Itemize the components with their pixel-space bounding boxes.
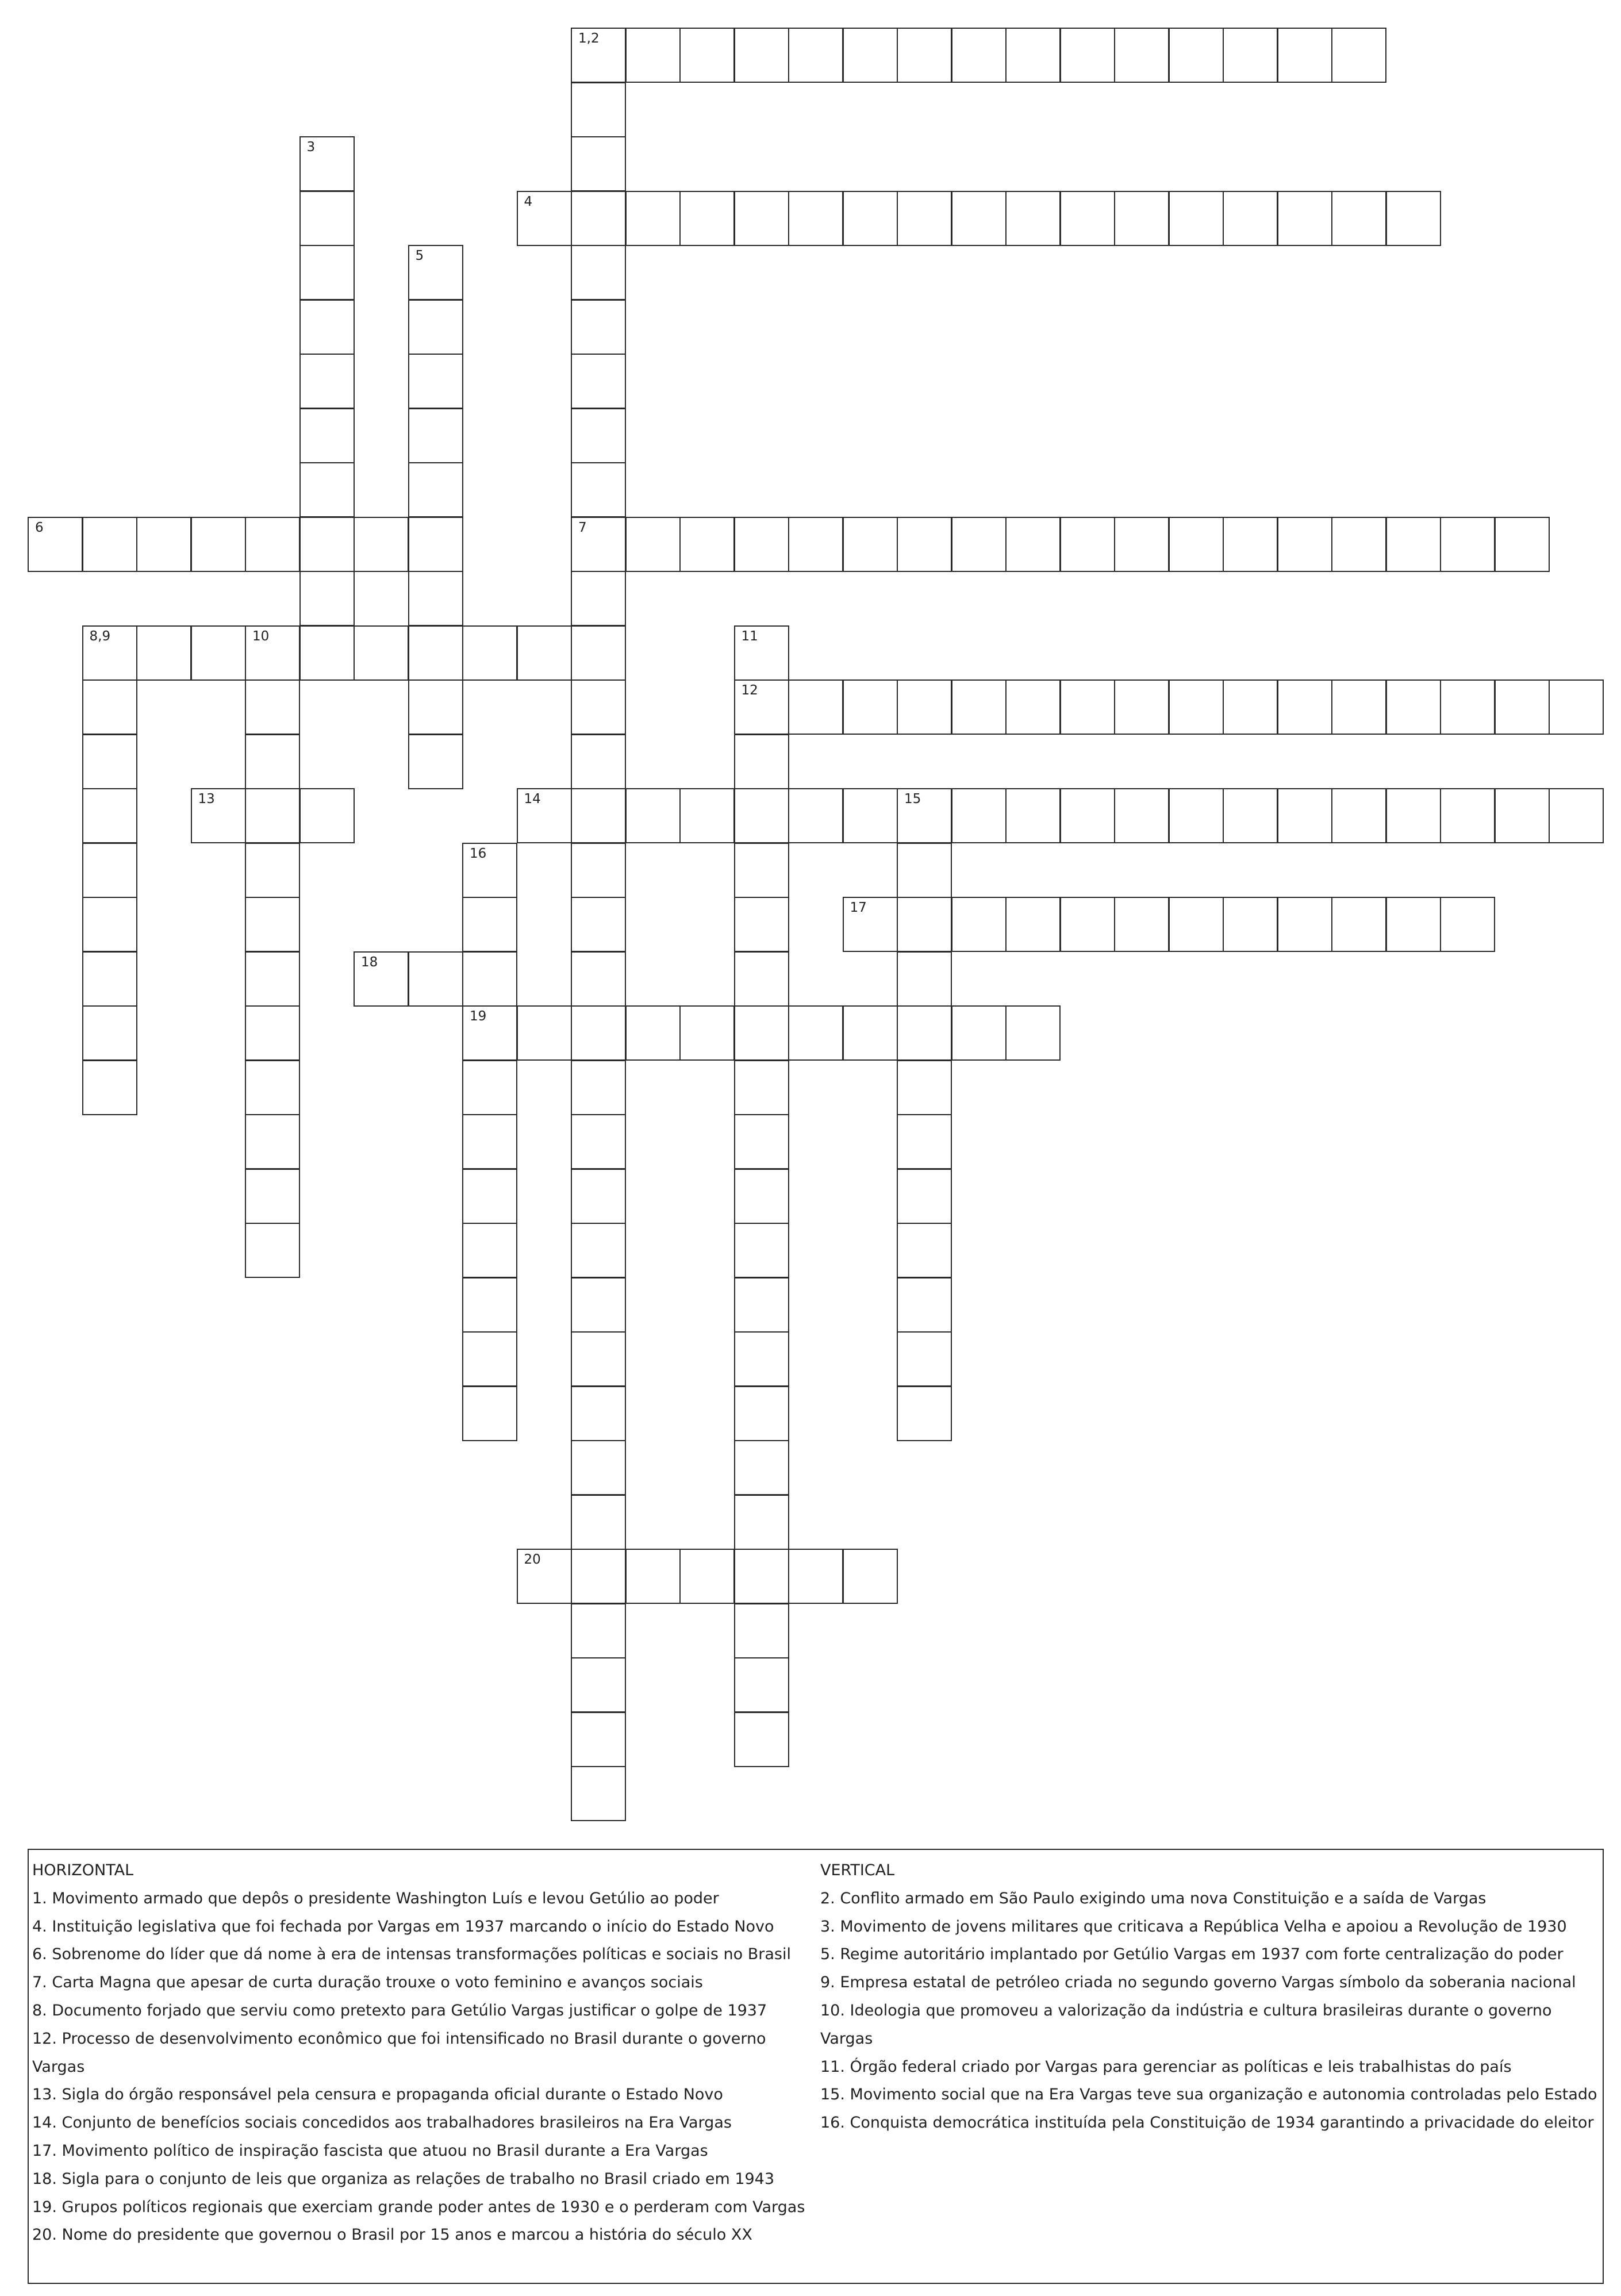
crossword-cell[interactable] [82,843,137,898]
crossword-cell[interactable] [571,625,626,681]
clue-number: 3 [306,140,316,155]
crossword-cell[interactable] [843,517,898,572]
crossword-cell[interactable] [1005,28,1061,83]
crossword-cell[interactable] [462,897,517,952]
crossword-cell[interactable] [1331,788,1386,843]
crossword-cell[interactable] [897,1386,952,1441]
crossword-cell[interactable] [843,897,898,952]
crossword-cell[interactable] [82,517,137,572]
crossword-cell[interactable] [245,517,300,572]
crossword-cell[interactable] [462,625,517,681]
crossword-cell[interactable] [951,517,1007,572]
crossword-cell[interactable] [462,1331,517,1387]
crossword-cell[interactable] [1331,679,1386,735]
crossword-cell[interactable] [734,1712,789,1767]
crossword-cell[interactable] [734,1440,789,1495]
crossword-cell[interactable] [1114,191,1169,246]
crossword-cell[interactable] [517,625,572,681]
clue-number: 19 [470,1009,487,1024]
crossword-cell[interactable] [354,517,409,572]
crossword-cell[interactable] [245,951,300,1007]
crossword-cell[interactable] [897,1114,952,1169]
clue-number: 5 [415,248,424,263]
crossword-cell[interactable] [191,517,246,572]
crossword-cell[interactable] [1223,517,1278,572]
crossword-cell[interactable] [517,1549,572,1604]
crossword-cell[interactable] [734,1331,789,1387]
crossword-cell[interactable] [571,245,626,300]
crossword-cell[interactable] [1277,679,1332,735]
clue-1: 1. Movimento armado que depôs o presidente Washington Luís e levou Getúlio ao poder [32,1889,719,1907]
crossword-cell[interactable] [734,28,789,83]
crossword-cell[interactable] [571,1114,626,1169]
crossword-cell[interactable] [734,1549,789,1604]
crossword-cell[interactable] [897,191,952,246]
crossword-cell[interactable] [136,625,191,681]
crossword-cell[interactable] [897,951,952,1007]
crossword-cell[interactable] [734,517,789,572]
crossword-cell[interactable] [571,1005,626,1061]
crossword-cell[interactable] [245,1223,300,1278]
crossword-cell[interactable] [1060,679,1115,735]
crossword-cell[interactable] [1169,191,1224,246]
crossword-cell[interactable] [571,82,626,137]
crossword-cell[interactable] [408,571,463,626]
crossword-cell[interactable] [1386,788,1441,843]
crossword-cell[interactable] [571,354,626,409]
crossword-cell[interactable] [82,788,137,843]
crossword-cell[interactable] [1223,679,1278,735]
crossword-cell[interactable] [734,897,789,952]
crossword-cell[interactable] [1386,897,1441,952]
crossword-cell[interactable] [299,191,355,246]
crossword-cell[interactable] [571,1495,626,1550]
crossword-cell[interactable] [571,734,626,789]
crossword-cell[interactable] [1331,28,1386,83]
clue-19: 19. Grupos políticos regionais que exerciam grande poder antes de 1930 e o perderam com Vargas [32,2198,805,2216]
crossword-cell[interactable] [679,1549,735,1604]
crossword-cell[interactable] [1005,191,1061,246]
crossword-cell[interactable] [517,788,572,843]
clue-9: 9. Empresa estatal de petróleo criada no segundo governo Vargas símbolo da soberania nacional [820,1974,1576,1992]
crossword-cell[interactable] [571,1549,626,1604]
crossword-cell[interactable] [734,1005,789,1061]
clue-number: 10 [252,628,270,644]
crossword-cell[interactable] [408,625,463,681]
crossword-cell[interactable] [625,28,681,83]
clue-number: 11 [741,628,758,644]
crossword-cell[interactable] [571,28,626,83]
clue-8: 8. Documento forjado que serviu como pretexto para Getúlio Vargas justificar o golpe de 1937 [32,2001,767,2019]
crossword-cell[interactable] [734,1657,789,1713]
crossword-cell[interactable] [1549,788,1604,843]
clue-6: 6. Sobrenome do líder que dá nome à era de intensas transformações políticas e sociais no Brasil [32,1945,791,1964]
clue-number: 17 [850,900,867,915]
crossword-cell[interactable] [571,408,626,463]
crossword-cell[interactable] [299,354,355,409]
clue-number: 16 [470,846,487,861]
crossword-cell[interactable] [571,1386,626,1441]
crossword-cell[interactable] [245,843,300,898]
crossword-cell[interactable] [571,1331,626,1387]
crossword-cell[interactable] [1331,897,1386,952]
crossword-cell[interactable] [1060,897,1115,952]
clue-number: 1,2 [578,31,600,46]
crossword-cell[interactable] [136,517,191,572]
crossword-cell[interactable] [1495,517,1550,572]
crossword-cell[interactable] [462,1277,517,1333]
crossword-cell[interactable] [408,679,463,735]
crossword-cell[interactable] [1169,28,1224,83]
crossword-cell[interactable] [462,1005,517,1061]
crossword-cell[interactable] [1169,679,1224,735]
crossword-cell[interactable] [354,951,409,1007]
crossword-cell[interactable] [843,788,898,843]
crossword-cell[interactable] [734,734,789,789]
clue-4: 4. Instituição legislativa que foi fechada por Vargas em 1937 marcando o início do Estado Novo [32,1917,774,1936]
crossword-cell[interactable] [1277,788,1332,843]
crossword-cell[interactable] [788,191,843,246]
crossword-cell[interactable] [571,679,626,735]
crossword-cell[interactable] [82,897,137,952]
crossword-cell[interactable] [897,1277,952,1333]
crossword-cell[interactable] [843,1005,898,1061]
crossword-cell[interactable] [571,1277,626,1333]
crossword-cell[interactable] [408,354,463,409]
crossword-cell[interactable] [1223,897,1278,952]
crossword-cell[interactable] [408,462,463,517]
crossword-cell[interactable] [897,517,952,572]
crossword-cell[interactable] [571,1223,626,1278]
crossword-cell[interactable] [1114,897,1169,952]
crossword-cell[interactable] [1005,897,1061,952]
crossword-cell[interactable] [462,951,517,1007]
crossword-cell[interactable] [408,408,463,463]
vertical-clues [820,1857,1599,2137]
clue-number: 12 [741,683,758,698]
crossword-cell[interactable] [408,951,463,1007]
clue-18: 18. Sigla para o conjunto de leis que organiza as relações de trabalho no Brasil criado em 1943 [32,2170,775,2188]
crossword-cell[interactable] [1005,1005,1061,1061]
crossword-cell[interactable] [1169,897,1224,952]
crossword-cell[interactable] [1440,788,1495,843]
crossword-cell[interactable] [299,788,355,843]
crossword-cell[interactable] [679,788,735,843]
crossword-cell[interactable] [897,897,952,952]
crossword-cell[interactable] [571,571,626,626]
clue-13: 13. Sigla do órgão responsável pela censura e propaganda oficial durante o Estado Novo [32,2086,723,2104]
clue-10: 10. Ideologia que promoveu a valorização da indústria e cultura brasileiras durante o governo Vargas [820,2001,1552,2048]
crossword-cell[interactable] [571,788,626,843]
clue-number: 8,9 [89,628,111,644]
crossword-cell[interactable] [571,1766,626,1821]
crossword-cell[interactable] [625,1549,681,1604]
crossword-cell[interactable] [734,1277,789,1333]
crossword-cell[interactable] [679,28,735,83]
clues-box [28,1849,1604,2284]
clue-7: 7. Carta Magna que apesar de curta duração trouxe o voto feminino e avanços sociais [32,1974,703,1992]
crossword-cell[interactable] [1060,517,1115,572]
crossword-cell[interactable] [462,1386,517,1441]
crossword-cell[interactable] [897,1060,952,1115]
crossword-cell[interactable] [625,1005,681,1061]
crossword-cell[interactable] [571,843,626,898]
crossword-cell[interactable] [734,625,789,681]
crossword-cell[interactable] [299,408,355,463]
crossword-cell[interactable] [734,679,789,735]
crossword-cell[interactable] [1440,897,1495,952]
clue-5: 5. Regime autoritário implantado por Getúlio Vargas em 1937 com forte centralização do poder [820,1945,1564,1964]
clue-3: 3. Movimento de jovens militares que criticava a República Velha e apoiou a Revolução de 1930 [820,1917,1567,1936]
crossword-cell[interactable] [408,245,463,300]
crossword-cell[interactable] [245,1169,300,1224]
crossword-cell[interactable] [571,1657,626,1713]
crossword-cell[interactable] [462,1114,517,1169]
crossword-cell[interactable] [571,1603,626,1658]
crossword-cell[interactable] [299,625,355,681]
crossword-cell[interactable] [951,1005,1007,1061]
crossword-cell[interactable] [408,734,463,789]
horizontal-clues [32,1857,814,2249]
crossword-cell[interactable] [625,191,681,246]
crossword-cell[interactable] [245,1060,300,1115]
clue-17: 17. Movimento político de inspiração fascista que atuou no Brasil durante a Era Vargas [32,2141,708,2160]
clue-11: 11. Órgão federal criado por Vargas para gerenciar as políticas e leis trabalhistas do país [820,2057,1512,2076]
crossword-cell[interactable] [82,625,137,681]
crossword-cell[interactable] [843,679,898,735]
crossword-cell[interactable] [82,1005,137,1061]
vertical-heading: VERTICAL [820,1861,895,1879]
crossword-cell[interactable] [245,625,300,681]
crossword-cell[interactable] [191,788,246,843]
crossword-cell[interactable] [1060,28,1115,83]
crossword-cell[interactable] [245,788,300,843]
crossword-cell[interactable] [571,1712,626,1767]
crossword-cell[interactable] [408,300,463,355]
crossword-cell[interactable] [734,1114,789,1169]
crossword-cell[interactable] [462,1223,517,1278]
crossword-cell[interactable] [1223,191,1278,246]
crossword-cell[interactable] [1549,679,1604,735]
crossword-cell[interactable] [1169,517,1224,572]
crossword-cell[interactable] [571,517,626,572]
crossword-cell[interactable] [788,28,843,83]
clue-number: 4 [524,194,533,209]
crossword-cell[interactable] [299,245,355,300]
crossword-cell[interactable] [625,788,681,843]
crossword-cell[interactable] [734,1169,789,1224]
crossword-cell[interactable] [734,191,789,246]
clue-number: 13 [198,792,215,807]
crossword-cell[interactable] [843,1549,898,1604]
crossword-cell[interactable] [1060,788,1115,843]
crossword-cell[interactable] [951,788,1007,843]
crossword-cell[interactable] [897,1331,952,1387]
crossword-cell[interactable] [897,28,952,83]
crossword-cell[interactable] [734,843,789,898]
crossword-cell[interactable] [951,897,1007,952]
crossword-cell[interactable] [951,191,1007,246]
crossword-cell[interactable] [299,462,355,517]
crossword-cell[interactable] [897,1223,952,1278]
crossword-cell[interactable] [299,571,355,626]
crossword-cell[interactable] [245,1114,300,1169]
crossword-cell[interactable] [1495,788,1550,843]
crossword-cell[interactable] [299,136,355,191]
crossword-cell[interactable] [1495,679,1550,735]
crossword-cell[interactable] [1005,788,1061,843]
crossword-cell[interactable] [82,951,137,1007]
crossword-cell[interactable] [571,300,626,355]
crossword-cell[interactable] [1331,191,1386,246]
crossword-cell[interactable] [1277,517,1332,572]
clue-12: 12. Processo de desenvolvimento econômico que foi intensificado no Brasil durante o governo Vargas [32,2029,766,2076]
crossword-cell[interactable] [1277,28,1332,83]
crossword-cell[interactable] [625,517,681,572]
clue-number: 20 [524,1552,541,1567]
horizontal-heading: HORIZONTAL [32,1861,134,1879]
clue-15: 15. Movimento social que na Era Vargas teve sua organização e autonomia controladas pelo Estado [820,2086,1597,2104]
crossword-cell[interactable] [571,1440,626,1495]
crossword-cell[interactable] [897,843,952,898]
crossword-cell[interactable] [408,517,463,572]
crossword-cell[interactable] [1114,788,1169,843]
crossword-cell[interactable] [897,1005,952,1061]
crossword-cell[interactable] [843,28,898,83]
crossword-cell[interactable] [571,1060,626,1115]
crossword-cell[interactable] [734,1060,789,1115]
clue-number: 18 [361,954,378,970]
crossword-cell[interactable] [951,679,1007,735]
clue-number: 15 [904,792,921,807]
crossword-cell[interactable] [734,951,789,1007]
crossword-cell[interactable] [1277,191,1332,246]
crossword-cell[interactable] [1114,679,1169,735]
crossword-cell[interactable] [571,191,626,246]
crossword-cell[interactable] [1277,897,1332,952]
clue-16: 16. Conquista democrática instituída pela Constituição de 1934 garantindo a privacidade do eleitor [820,2114,1594,2132]
crossword-cell[interactable] [734,1386,789,1441]
crossword-cell[interactable] [1440,517,1495,572]
crossword-cell[interactable] [354,625,409,681]
crossword-cell[interactable] [788,679,843,735]
crossword-cell[interactable] [82,734,137,789]
clue-number: 6 [35,520,44,535]
crossword-cell[interactable] [679,191,735,246]
crossword-cell[interactable] [517,191,572,246]
crossword-cell[interactable] [571,462,626,517]
crossword-cell[interactable] [734,788,789,843]
crossword-cell[interactable] [245,1005,300,1061]
crossword-cell[interactable] [1114,28,1169,83]
crossword-cell[interactable] [897,1169,952,1224]
crossword-cell[interactable] [1223,28,1278,83]
crossword-cell[interactable] [788,517,843,572]
clue-20: 20. Nome do presidente que governou o Brasil por 15 anos e marcou a história do século XX [32,2226,752,2244]
crossword-cell[interactable] [571,897,626,952]
crossword-cell[interactable] [571,1169,626,1224]
crossword-cell[interactable] [517,1005,572,1061]
crossword-cell[interactable] [1440,679,1495,735]
crossword-cell[interactable] [1386,191,1441,246]
crossword-cell[interactable] [1223,788,1278,843]
crossword-cell[interactable] [191,625,246,681]
crossword-cell[interactable] [462,1169,517,1224]
crossword-cell[interactable] [245,897,300,952]
crossword-cell[interactable] [245,679,300,735]
crossword-cell[interactable] [1005,517,1061,572]
crossword-cell[interactable] [788,788,843,843]
crossword-cell[interactable] [82,1060,137,1115]
crossword-cell[interactable] [1386,517,1441,572]
crossword-cell[interactable] [299,517,355,572]
crossword-cell[interactable] [571,136,626,191]
crossword-cell[interactable] [734,1495,789,1550]
clue-2: 2. Conflito armado em São Paulo exigindo uma nova Constituição e a saída de Vargas [820,1889,1486,1907]
clue-number: 7 [578,520,587,535]
crossword-cell[interactable] [1005,679,1061,735]
crossword-cell[interactable] [1386,679,1441,735]
crossword-cell[interactable] [1114,517,1169,572]
crossword-cell[interactable] [897,679,952,735]
crossword-cell[interactable] [462,1060,517,1115]
crossword-cell[interactable] [734,1603,789,1658]
crossword-cell[interactable] [571,951,626,1007]
crossword-cell[interactable] [734,1223,789,1278]
crossword-cell[interactable] [299,300,355,355]
crossword-cell[interactable] [1331,517,1386,572]
crossword-cell[interactable] [679,1005,735,1061]
crossword-cell[interactable] [788,1005,843,1061]
crossword-cell[interactable] [897,788,952,843]
crossword-cell[interactable] [1169,788,1224,843]
clue-number: 14 [524,792,541,807]
clue-14: 14. Conjunto de benefícios sociais concedidos aos trabalhadores brasileiros na Era Vargas [32,2114,732,2132]
crossword-cell[interactable] [1060,191,1115,246]
crossword-cell[interactable] [462,843,517,898]
crossword-cell[interactable] [82,679,137,735]
crossword-cell[interactable] [28,517,83,572]
crossword-cell[interactable] [788,1549,843,1604]
crossword-cell[interactable] [245,734,300,789]
crossword-cell[interactable] [951,28,1007,83]
crossword-cell[interactable] [843,191,898,246]
crossword-cell[interactable] [679,517,735,572]
